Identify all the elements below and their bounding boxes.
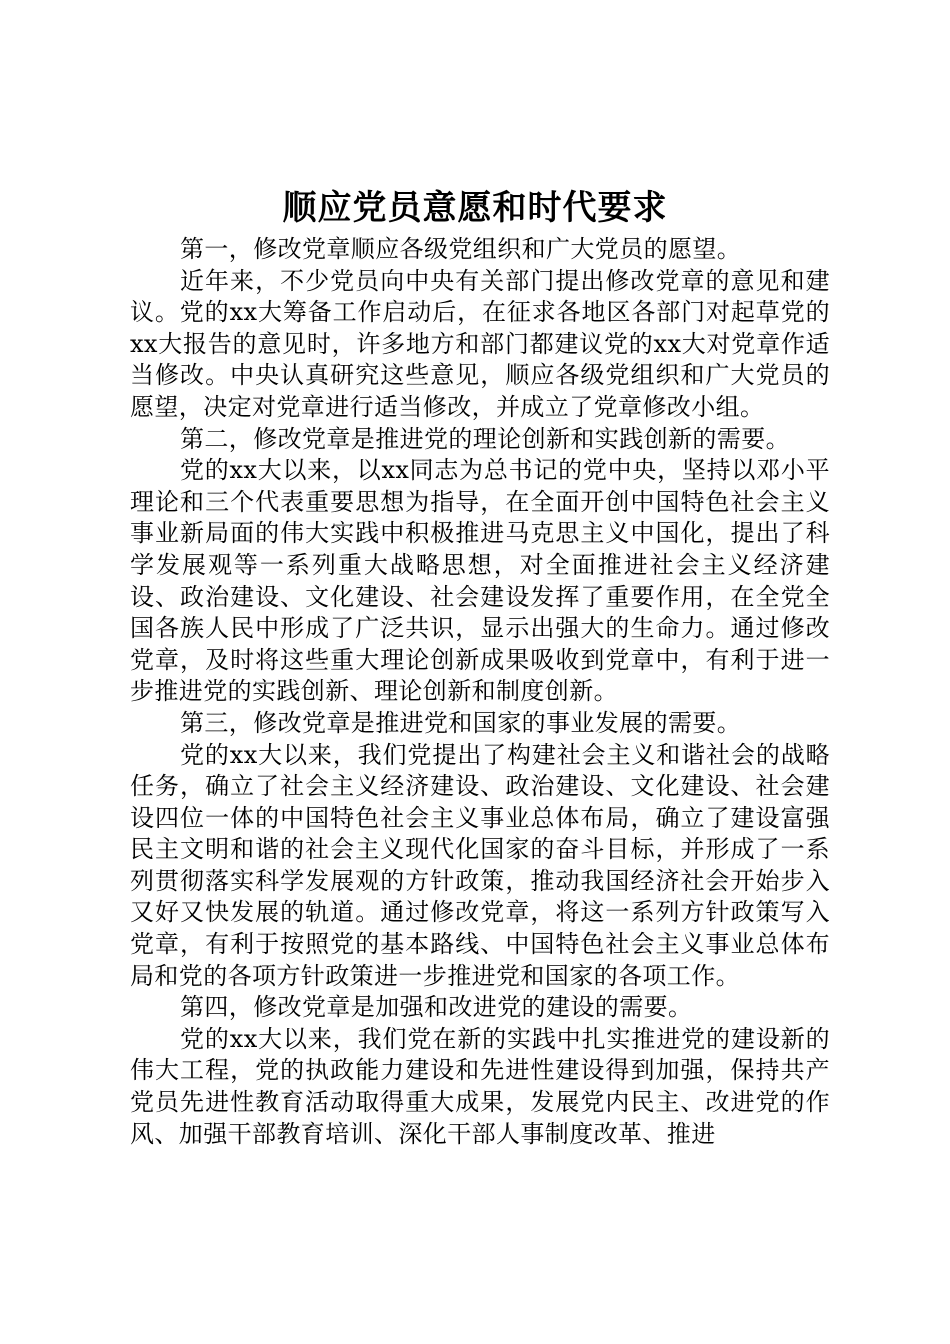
paragraph-4: 党的xx大以来，以xx同志为总书记的党中央，坚持以邓小平理论和三个代表重要思想为指导，在全面开创中国特色社会主义事业新局面的伟大实践中积极推进马克思主义中国化，提出了科学发展观等一系列重大战略思想，对全面推进社会主义经济建设、政治建设、文化建设、社会建设发挥了重要作用，在全党全国各族人民中形成了广泛共识，显示出强大的生命力。通过修改党章，及时将这些重大理论创新成果吸收到党章中，有利于进一步推进党的实践创新、理论创新和制度创新。: [130, 456, 830, 706]
document-title: 顺应党员意愿和时代要求: [282, 188, 668, 228]
paragraph-2: 近年来，不少党员向中央有关部门提出修改党章的意见和建议。党的xx大筹备工作启动后，在征求各地区各部门对起草党的xx大报告的意见时，许多地方和部门都建议党的xx大对党章作适当修改。中央认真研究这些意见，顺应各级党组织和广大党员的愿望，决定对党章进行适当修改，并成立了党章修改小组。: [130, 266, 830, 421]
paragraph-3: 第二，修改党章是推进党的理论创新和实践创新的需要。: [180, 424, 790, 453]
document-body: [130, 234, 830, 1150]
paragraph-6: 党的xx大以来，我们党提出了构建社会主义和谐社会的战略任务，确立了社会主义经济建设、政治建设、文化建设、社会建设四位一体的中国特色社会主义事业总体布局，确立了建设富强民主文明和谐的社会主义现代化国家的奋斗目标，并形成了一系列贯彻落实科学发展观的方针政策，推动我国经济社会开始步入又好又快发展的轨道。通过修改党章，将这一系列方针政策写入党章，有利于按照党的基本路线、中国特色社会主义事业总体布局和党的各项方针政策进一步推进党和国家的各项工作。: [130, 740, 830, 990]
paragraph-5: 第三，修改党章是推进党和国家的事业发展的需要。: [180, 708, 742, 737]
paragraph-1: 第一，修改党章顺应各级党组织和广大党员的愿望。: [180, 235, 742, 263]
paragraph-7: 第四，修改党章是加强和改进党的建设的需要。: [180, 993, 693, 1022]
paragraph-8: 党的xx大以来，我们党在新的实践中扎实推进党的建设新的伟大工程，党的执政能力建设和先进性建设得到加强，保持共产党员先进性教育活动取得重大成果，发展党内民主、改进党的作风、加强干部教育培训、深化干部人事制度改革、推进: [130, 1024, 830, 1148]
